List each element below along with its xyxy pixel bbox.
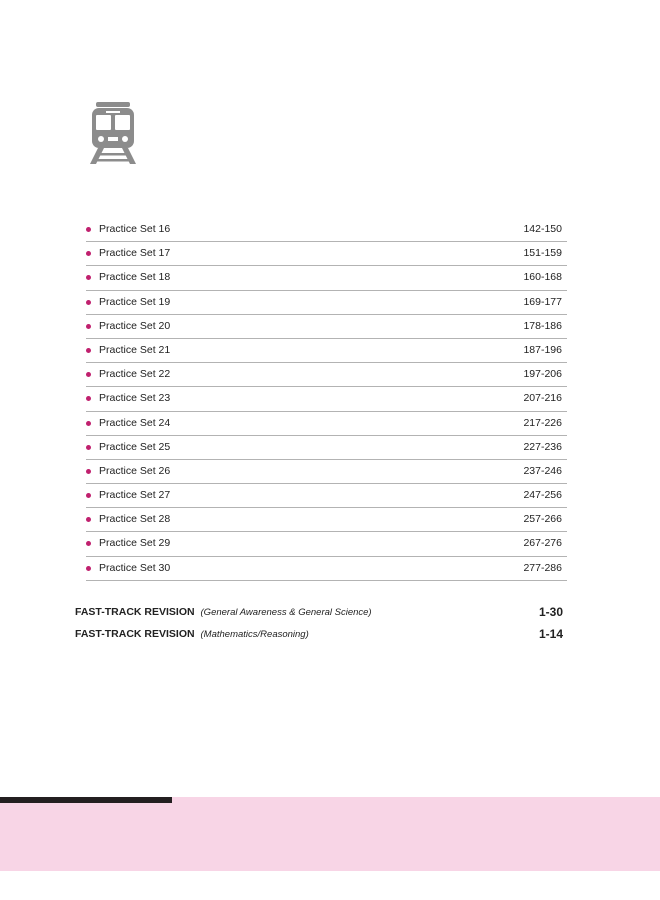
toc-pages: 187-196 xyxy=(523,343,562,356)
toc-row xyxy=(86,508,567,532)
revision-pages: 1-14 xyxy=(538,627,563,641)
toc-row xyxy=(86,266,567,290)
toc-label: Practice Set 17 xyxy=(99,247,171,260)
train-icon xyxy=(90,102,136,166)
bullet-icon xyxy=(86,517,91,522)
bullet-icon xyxy=(86,541,91,546)
toc-label: Practice Set 21 xyxy=(99,343,171,356)
toc-pages: 217-226 xyxy=(523,416,562,429)
toc-pages: 142-150 xyxy=(523,223,562,235)
toc-list xyxy=(86,218,567,581)
toc-label: Practice Set 19 xyxy=(99,295,171,308)
bullet-icon xyxy=(86,372,91,377)
revision-pages: 1-30 xyxy=(538,605,563,619)
revision-subtitle: (General Awareness & General Science) xyxy=(200,607,372,618)
bullet-icon xyxy=(86,493,91,498)
toc-label: Practice Set 30 xyxy=(99,561,171,574)
toc-pages: 247-256 xyxy=(523,489,562,502)
bullet-icon xyxy=(86,300,91,305)
toc-pages: 197-206 xyxy=(523,368,562,381)
revision-title: FAST-TRACK REVISION xyxy=(75,628,195,640)
bullet-icon xyxy=(86,445,91,450)
toc-pages: 169-177 xyxy=(523,295,562,308)
bullet-icon xyxy=(86,566,91,571)
toc-label: Practice Set 22 xyxy=(99,368,171,381)
bullet-icon xyxy=(86,227,91,232)
toc-row xyxy=(86,291,567,315)
toc-pages: 227-236 xyxy=(523,440,562,453)
bullet-icon xyxy=(86,324,91,329)
toc-pages: 237-246 xyxy=(523,464,562,477)
toc-row xyxy=(86,242,567,266)
revision-entry-general xyxy=(75,603,565,621)
toc-row xyxy=(86,315,567,339)
toc-row xyxy=(86,484,567,508)
toc-label: Practice Set 25 xyxy=(99,440,171,453)
toc-label: Practice Set 26 xyxy=(99,464,171,477)
bullet-icon xyxy=(86,348,91,353)
toc-pages: 207-216 xyxy=(523,392,562,405)
footer-bar xyxy=(0,797,172,803)
bullet-icon xyxy=(86,469,91,474)
toc-row xyxy=(86,436,567,460)
toc-pages: 257-266 xyxy=(523,513,562,526)
bullet-icon xyxy=(86,275,91,280)
toc-pages: 160-168 xyxy=(523,271,562,284)
bullet-icon xyxy=(86,421,91,426)
toc-row xyxy=(86,532,567,556)
revision-subtitle: (Mathematics/Reasoning) xyxy=(200,629,309,640)
toc-row xyxy=(86,363,567,387)
toc-label: Practice Set 24 xyxy=(99,416,171,429)
toc-label: Practice Set 29 xyxy=(99,537,171,550)
toc-pages: 267-276 xyxy=(523,537,562,550)
bullet-icon xyxy=(86,396,91,401)
toc-row xyxy=(86,387,567,411)
toc-label: Practice Set 27 xyxy=(99,489,171,502)
revision-title: FAST-TRACK REVISION xyxy=(75,606,195,618)
revision-entry-maths xyxy=(75,625,565,643)
toc-label: Practice Set 20 xyxy=(99,319,171,332)
toc-row xyxy=(86,339,567,363)
bullet-icon xyxy=(86,251,91,256)
toc-pages: 178-186 xyxy=(523,319,562,332)
toc-row xyxy=(86,218,567,242)
toc-row xyxy=(86,557,567,581)
toc-row xyxy=(86,412,567,436)
footer-band xyxy=(0,797,660,871)
toc-pages: 277-286 xyxy=(523,561,562,574)
toc-row xyxy=(86,460,567,484)
toc-label: Practice Set 18 xyxy=(99,271,171,284)
toc-label: Practice Set 23 xyxy=(99,392,171,405)
toc-label: Practice Set 16 xyxy=(99,223,171,235)
toc-label: Practice Set 28 xyxy=(99,513,171,526)
toc-pages: 151-159 xyxy=(523,247,562,260)
